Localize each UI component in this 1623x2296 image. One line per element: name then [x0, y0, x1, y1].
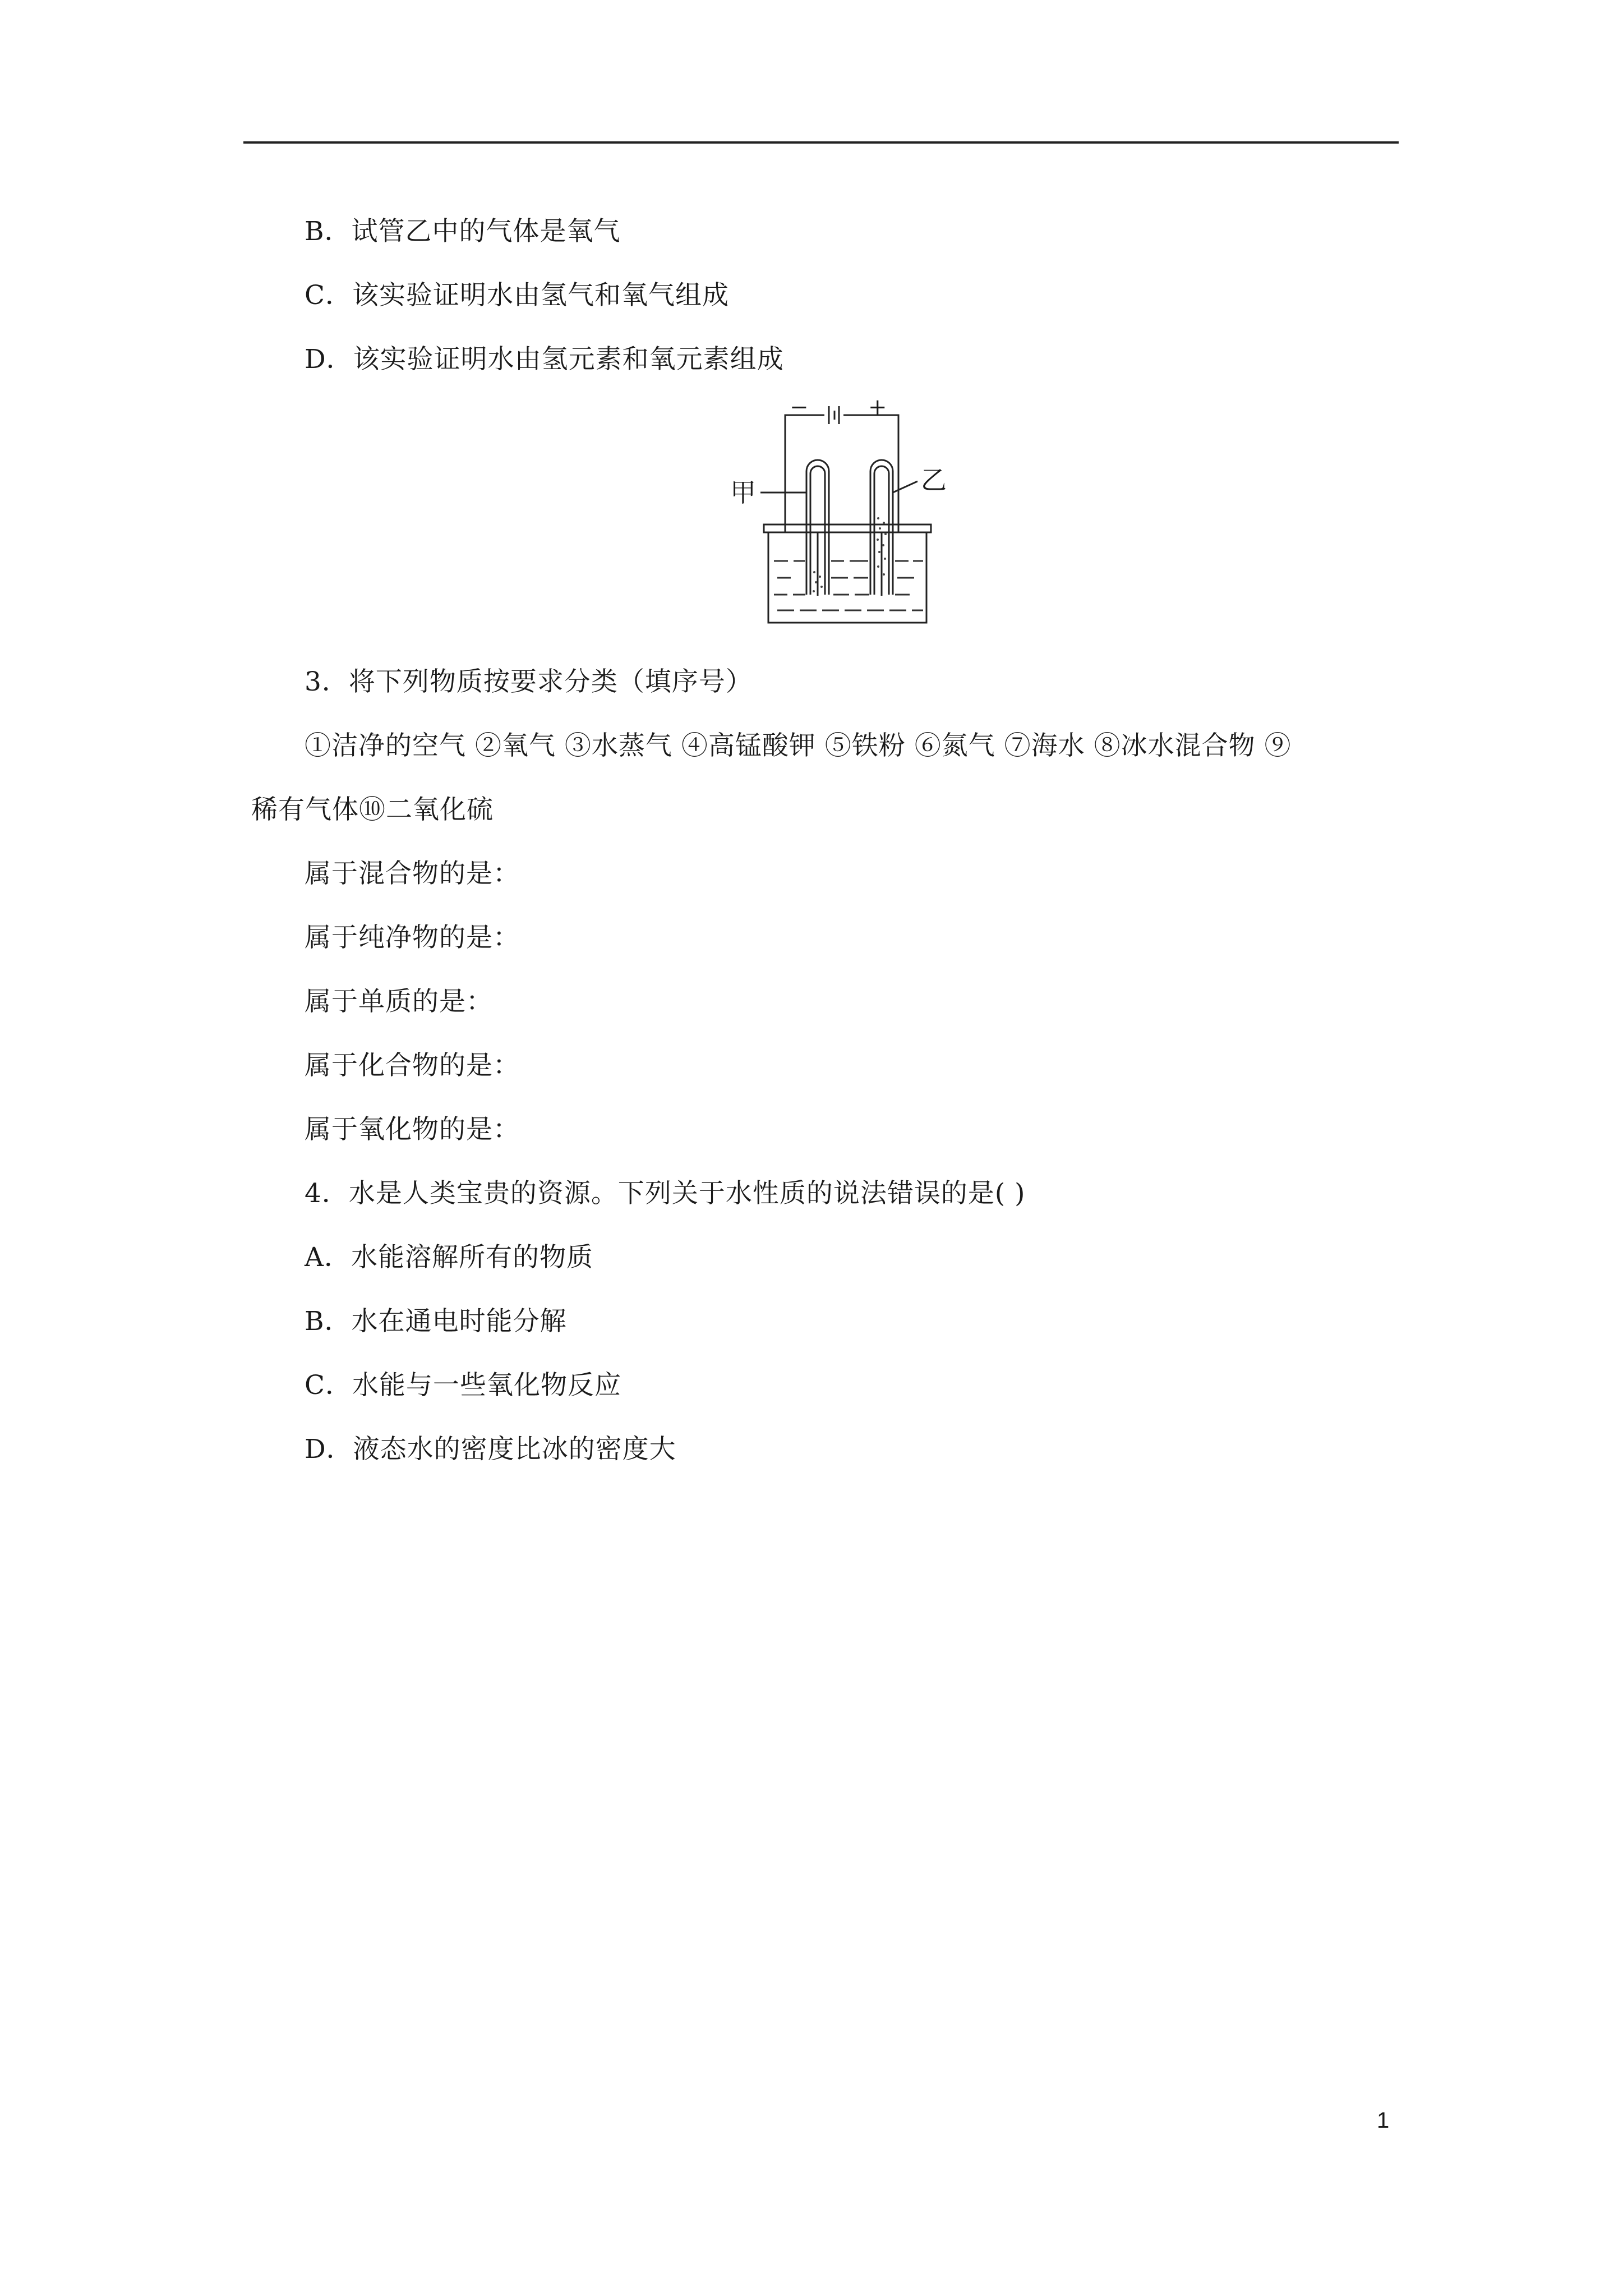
q3-blank-compound: 属于化合物的是： — [305, 1050, 520, 1081]
option-c: C．该实验证明水由氢气和氧气组成 — [305, 280, 729, 311]
q4-stem: 4．水是人类宝贵的资源。下列关于水性质的说法错误的是( ) — [305, 1178, 1026, 1209]
q3-blank-oxide: 属于氧化物的是： — [305, 1114, 520, 1145]
q4-option-b: B．水在通电时能分解 — [305, 1306, 567, 1337]
q3-items-line2: 稀有气体⑩二氧化硫 — [251, 794, 494, 825]
q3-blank-mixture: 属于混合物的是： — [305, 858, 520, 889]
minus-sign: − — [790, 394, 809, 420]
header-rule — [243, 141, 1399, 144]
q4-option-c: C．水能与一些氧化物反应 — [305, 1370, 621, 1401]
q3-blank-element: 属于单质的是： — [305, 986, 493, 1017]
q3-stem: 3．将下列物质按要求分类（填序号） — [305, 666, 753, 697]
q4-option-a: A．水能溶解所有的物质 — [305, 1242, 593, 1273]
label-yi: 乙 — [921, 465, 947, 495]
page-number: 1 — [1377, 2108, 1390, 2133]
q3-items-line1: ①洁净的空气 ②氧气 ③水蒸气 ④高锰酸钾 ⑤铁粉 ⑥氮气 ⑦海水 ⑧冰水混合物 ⑨ — [305, 730, 1292, 761]
label-jia: 甲 — [730, 477, 756, 508]
option-b: B．试管乙中的气体是氧气 — [305, 216, 621, 247]
plus-sign: + — [868, 394, 887, 420]
option-d: D．该实验证明水由氢元素和氧元素组成 — [305, 344, 784, 375]
q4-option-d: D．液态水的密度比冰的密度大 — [305, 1434, 676, 1465]
electrolysis-diagram — [723, 404, 937, 628]
electrolysis-figure — [723, 394, 947, 628]
q3-blank-pure: 属于纯净物的是： — [305, 922, 520, 953]
